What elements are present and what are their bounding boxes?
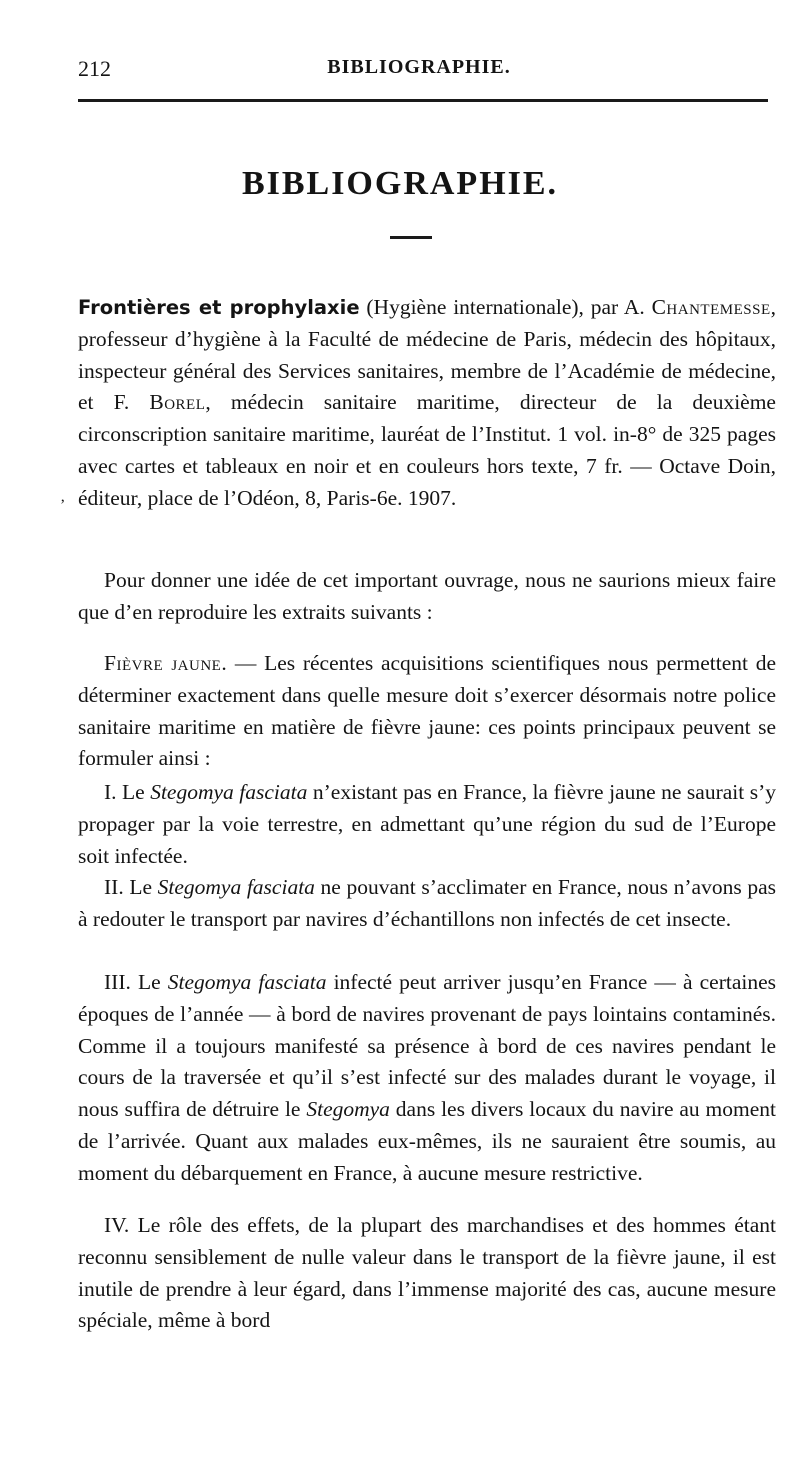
point-1-lead: I. Le xyxy=(104,780,151,804)
point-3-species-2: Stegomya xyxy=(306,1097,390,1122)
title-rule xyxy=(390,236,432,239)
point-4 xyxy=(78,1210,776,1337)
point-3-text-b: dans les divers locaux du navire au moment de l’arrivée. Quant aux malades eux-mêmes, ils ne sauraient être soumis, au moment du débarquement en France, à aucune mesure restrictive. xyxy=(78,1097,776,1185)
section-title: BIBLIOGRAPHIE. xyxy=(241,165,559,202)
margin-mark: ‚ xyxy=(60,488,66,505)
header-rule xyxy=(78,99,768,102)
point-1 xyxy=(78,777,776,872)
author-borel: Borel xyxy=(149,390,206,415)
point-3-lead: III. Le xyxy=(104,970,168,994)
intro-paragraph: Pour donner une idée de cet important ouvrage, nous ne saurions mieux faire que d’en reproduire les extraits suivants : xyxy=(78,568,776,624)
yellow-fever-paragraph xyxy=(78,648,776,775)
point-2-species: Stegomya fasciata xyxy=(157,875,315,899)
point-3-text-a: infecté peut arriver jusqu’en France — à certaines époques de l’année — à bord de navires provenant de pays lointains contaminés. Comme il a toujours manifesté sa présence à bord de ces navires pendant le cours de la traversée et qu’il s’est infecté sur des malades durant le voyage, il nous suffira de détruire le xyxy=(78,970,776,1122)
point-2-text: ne pouvant s’acclimater en France, nous n’avons pas à redouter le transport par navires d’échantillons non infectés de cet insecte. xyxy=(78,875,776,931)
entry-text-c: , médecin sanitaire maritime, directeur de la deuxième circonscription sanitaire maritime, lauréat de l’Institut. 1 vol. in-8° de 325 pages avec cartes et tableaux en noir et en couleurs hors texte, 7 fr. — Octave Doin, éditeur, place de l’Odéon, 8, Paris-6e. 1907. xyxy=(78,390,776,510)
point-2 xyxy=(78,872,776,936)
running-title: BIBLIOGRAPHIE. xyxy=(327,56,511,78)
yellow-fever-text: — Les récentes acquisitions scientifiques nous permettent de déterminer exactement dans quelle mesure doit s’exercer désormais notre police sanitaire maritime en matière de fièvre jaune: ces points principaux peuvent se formuler ainsi : xyxy=(78,651,776,771)
point-4-text: IV. Le rôle des effets, de la plupart des marchandises et des hommes étant reconnu sensiblement de nulle valeur dans le transport de la fièvre jaune, il est inutile de prendre à leur égard, dans l’immense majorité des cas, aucune mesure spéciale, même à bord xyxy=(78,1213,776,1333)
entry-text-a: (Hygiène internationale), par A. xyxy=(359,295,652,319)
point-3 xyxy=(78,967,776,1190)
point-3-species: Stegomya fasciata xyxy=(167,970,327,994)
yellow-fever-heading: Fièvre jaune. xyxy=(104,651,228,675)
bibliographic-entry xyxy=(78,292,776,515)
running-header xyxy=(78,52,760,92)
page-number: 212 xyxy=(78,56,111,81)
point-1-text: n’existant pas en France, la fièvre jaune ne saurait s’y propager par la voie terrestre, en admettant qu’une région du sud de l’Europe soit infectée. xyxy=(78,780,777,868)
point-1-species: Stegomya fasciata xyxy=(150,780,308,804)
entry-text-b: , professeur d’hygiène à la Faculté de médecine de Paris, médecin des hôpitaux, inspecteur général des Services sanitaires, membre de l’Académie de médecine, et F. xyxy=(78,295,776,415)
point-2-lead: II. Le xyxy=(104,875,158,899)
author-chantemesse: Chantemesse xyxy=(651,295,771,319)
book-title: Frontières et prophylaxie xyxy=(78,296,360,319)
